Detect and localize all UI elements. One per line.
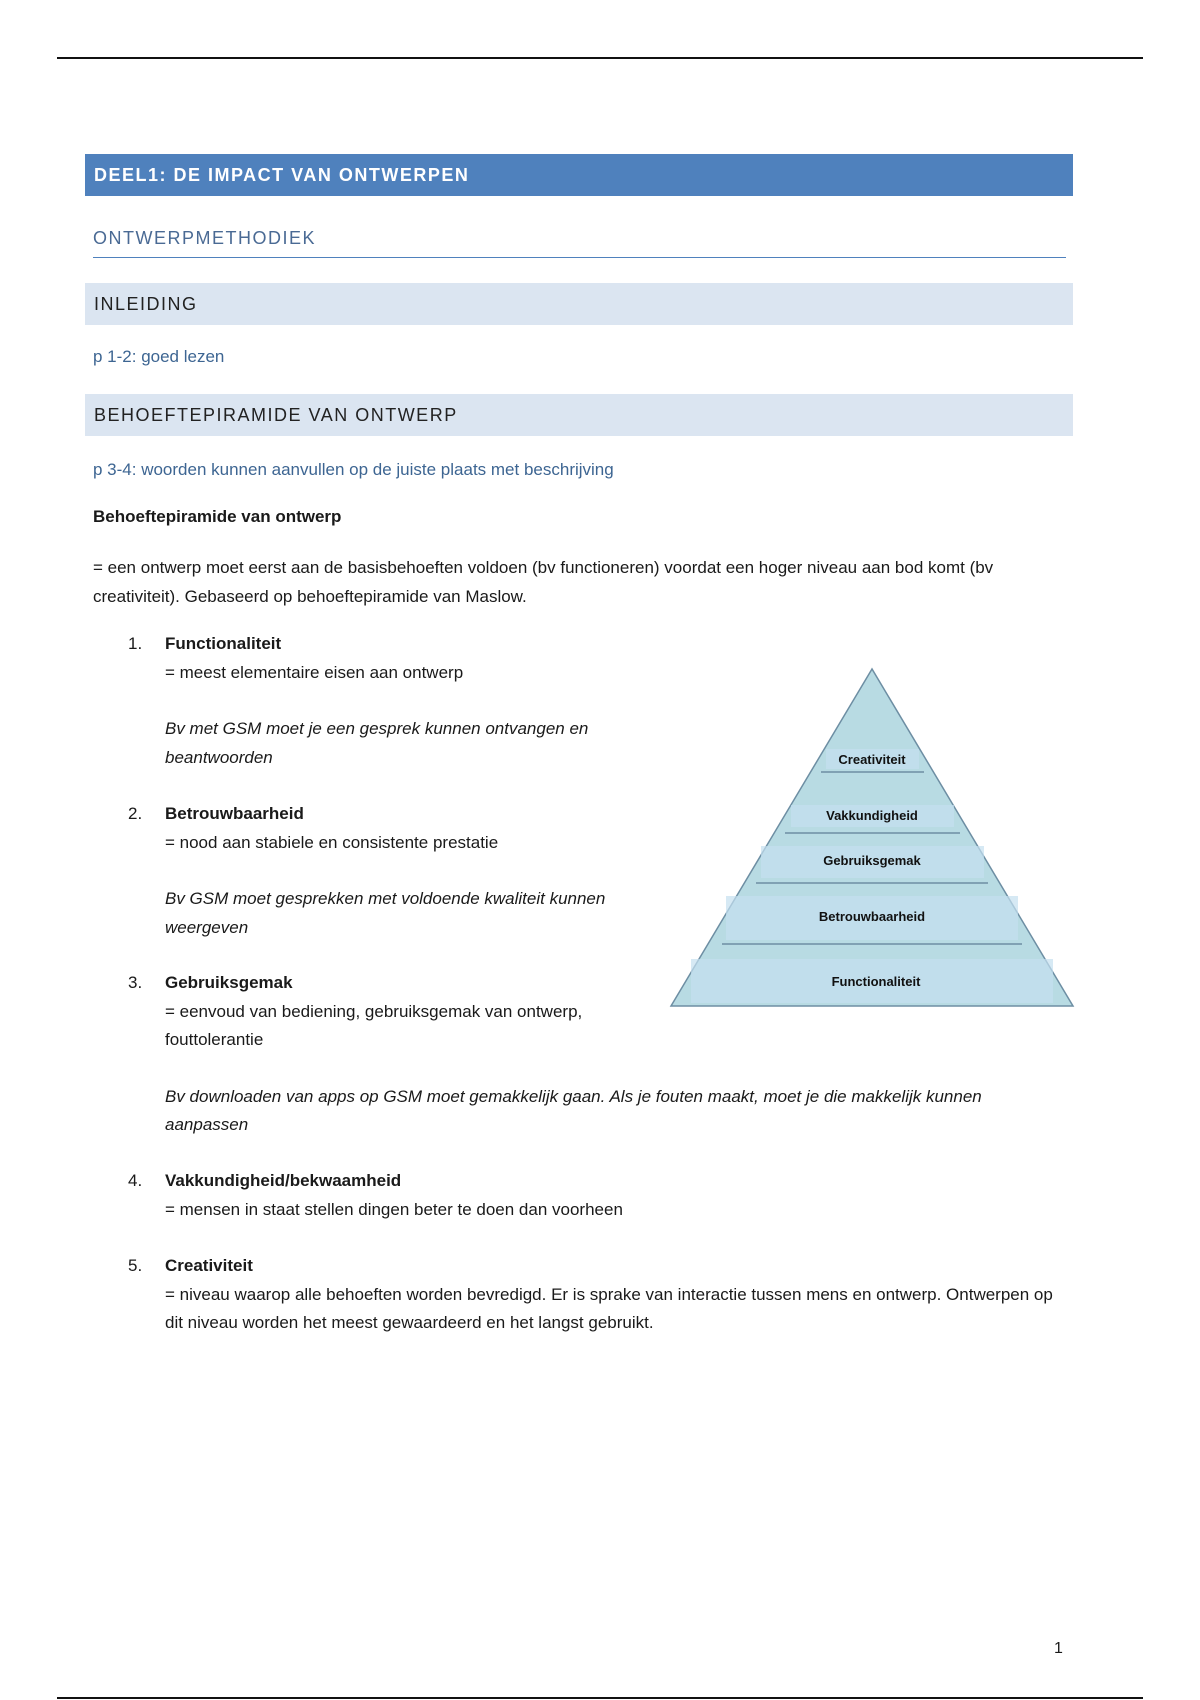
item-number: 2. bbox=[128, 804, 143, 823]
pyramid-shape bbox=[671, 669, 1073, 1006]
pyramid-label-vakkundigheid: Vakkundigheid bbox=[826, 808, 918, 823]
item-title: Betrouwbaarheid bbox=[165, 804, 304, 823]
footer-rule bbox=[57, 1697, 1143, 1699]
item-title: Gebruiksgemak bbox=[165, 973, 293, 992]
pyramid-label-creativiteit: Creativiteit bbox=[838, 752, 906, 767]
chapter-heading: ONTWERPMETHODIEK bbox=[93, 228, 1066, 258]
header-rule bbox=[57, 57, 1143, 59]
intro-heading: INLEIDING bbox=[85, 283, 1073, 325]
page-number: 1 bbox=[1054, 1640, 1063, 1657]
item-number: 4. bbox=[128, 1171, 143, 1190]
item-example: Bv met GSM moet je een gesprek kunnen ontvangen en beantwoorden bbox=[165, 719, 589, 767]
pyramid-label-functionaliteit: Functionaliteit bbox=[831, 974, 921, 989]
list-item bbox=[128, 1252, 1068, 1338]
list-item bbox=[128, 1167, 1068, 1224]
item-description: = mensen in staat stellen dingen beter te doen dan voorheen bbox=[165, 1199, 623, 1219]
item-description: = meest elementaire eisen aan ontwerp bbox=[165, 662, 464, 682]
pyramid-label-betrouwbaarheid: Betrouwbaarheid bbox=[818, 909, 926, 924]
item-number: 3. bbox=[128, 973, 143, 992]
pyramid-note: p 3-4: woorden kunnen aanvullen op de juiste plaats met beschrijving bbox=[93, 460, 614, 479]
item-example: Bv downloaden van apps op GSM moet gemakkelijk gaan. Als je fouten maakt, moet je die makkelijk kunnen aanpassen bbox=[165, 1086, 982, 1134]
item-number: 5. bbox=[128, 1256, 143, 1275]
pyramid-label-gebruiksgemak: Gebruiksgemak bbox=[823, 853, 921, 868]
item-example: Bv GSM moet gesprekken met voldoende kwaliteit kunnen weergeven bbox=[165, 889, 606, 937]
intro-note: p 1-2: goed lezen bbox=[93, 347, 225, 366]
pyramid-title: Behoeftepiramide van ontwerp bbox=[93, 507, 342, 526]
list-item bbox=[128, 630, 668, 772]
item-title: Creativiteit bbox=[165, 1256, 253, 1275]
item-title: Functionaliteit bbox=[165, 634, 282, 653]
needs-pyramid-diagram bbox=[666, 660, 1078, 1012]
pyramid-section-heading: BEHOEFTEPIRAMIDE VAN ONTWERP bbox=[85, 394, 1073, 436]
list-item bbox=[128, 800, 668, 942]
item-description: = nood aan stabiele en consistente prestatie bbox=[165, 832, 499, 852]
part-heading: DEEL1: DE IMPACT VAN ONTWERPEN bbox=[85, 154, 1073, 196]
item-number: 1. bbox=[128, 634, 143, 653]
item-description: = niveau waarop alle behoeften worden bevredigd. Er is sprake van interactie tussen mens en ontwerp. Ontwerpen op dit niveau worden het meest gewaardeerd en het langst gebruikt. bbox=[165, 1284, 1053, 1332]
item-title: Vakkundigheid/bekwaamheid bbox=[165, 1171, 402, 1190]
definition-paragraph: = een ontwerp moet eerst aan de basisbehoeften voldoen (bv functioneren) voordat een hoger niveau aan bod komt (bv creativiteit). Gebaseerd op behoeftepiramide van Maslow. bbox=[93, 558, 994, 606]
item-description: = eenvoud van bediening, gebruiksgemak van ontwerp, fouttolerantie bbox=[165, 1001, 583, 1049]
